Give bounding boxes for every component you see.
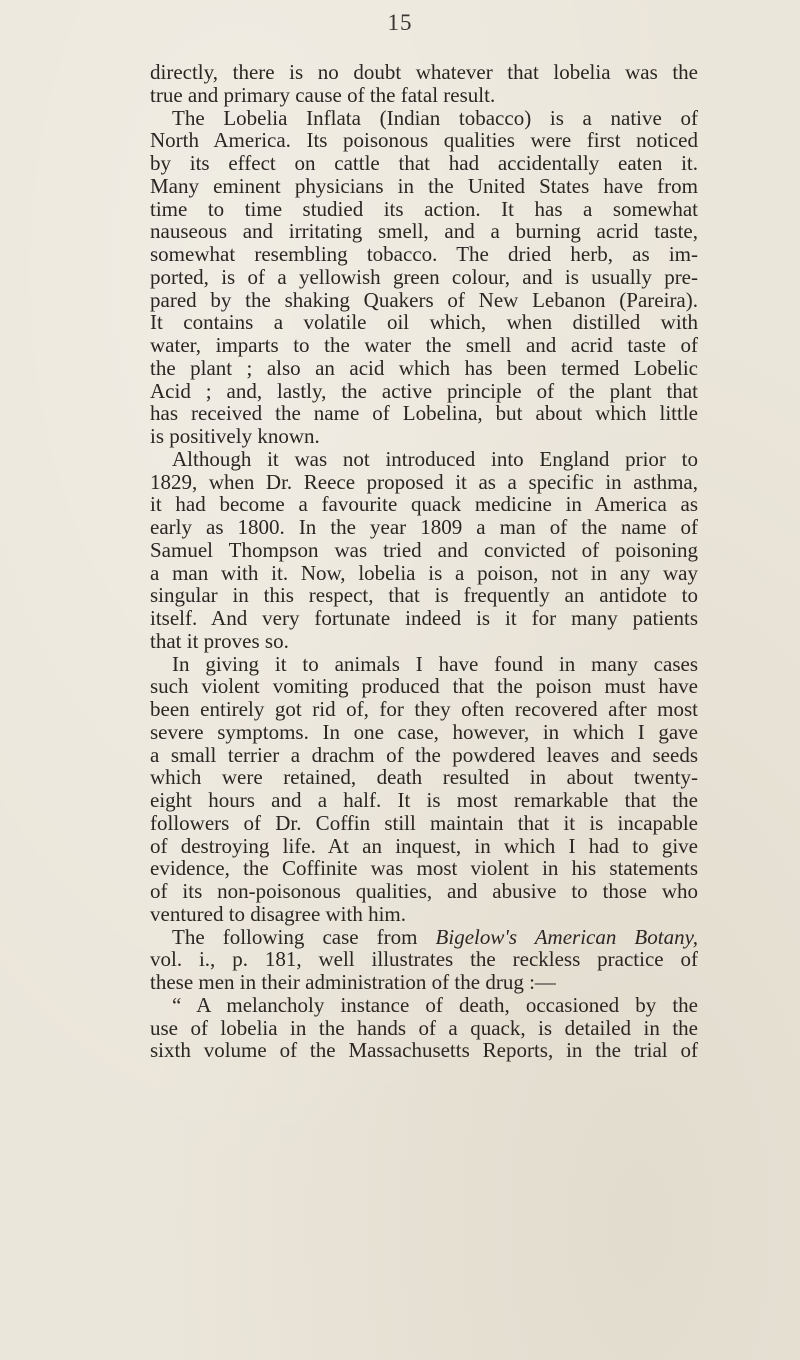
text-line: Acid ; and, lastly, the active principle of the plant that (150, 378, 698, 403)
text-line: true and primary cause of the fatal result. (150, 82, 496, 107)
text-line: early as 1800. In the year 1809 a man of the name of (150, 515, 698, 539)
text-line: which were retained, death resulted in about twenty- (150, 765, 698, 790)
text-line: the plant ; also an acid which has been termed Lobelic (150, 355, 698, 380)
text-line: itself. And very fortunate indeed is it for many patients (150, 606, 698, 630)
text-line: nauseous and irritating smell, and a burning acrid taste, (150, 219, 698, 244)
text-line: use of lobelia in the hands of a quack, is detailed in the (150, 1015, 698, 1040)
text-line: a small terrier a drachm of the powdered leaves and seeds (150, 742, 698, 767)
text-line: sixth volume of the Massachusetts Reports, in the trial of (150, 1038, 698, 1063)
text-line: In giving it to animals I have found in many cases (172, 651, 698, 676)
text-line: of destroying life. At an inquest, in which I had to give (150, 833, 698, 858)
text-line: by its effect on cattle that had accidentally eaten it. (150, 151, 698, 175)
text-line: somewhat resembling tobacco. The dried herb, as im- (150, 242, 698, 266)
text-line: The Lobelia Inflata (Indian tobacco) is a native of (172, 105, 698, 130)
text-line: a man with it. Now, lobelia is a poison, not in any way (150, 560, 698, 585)
text-line: Although it was not introduced into England prior to (172, 446, 698, 471)
page-number: 15 (387, 10, 413, 35)
text-line: Samuel Thompson was tried and convicted of poisoning (150, 537, 698, 562)
text-line: evidence, the Coffinite was most violent in his statements (150, 856, 698, 881)
text-line: of its non-poisonous qualities, and abusive to those who (150, 879, 698, 903)
text-line: The following case from Bigelow's American Botany, (172, 924, 698, 949)
text-line: 1829, when Dr. Reece proposed it as a specific in asthma, (150, 469, 698, 494)
text-line: eight hours and a half. It is most remarkable that the (150, 788, 698, 812)
text-line: vol. i., p. 181, well illustrates the reckless practice of (150, 947, 698, 972)
text-line: ventured to disagree with him. (150, 901, 407, 926)
text-line: singular in this respect, that is frequently an antidote to (150, 583, 698, 608)
text-line: severe symptoms. In one case, however, in which I gave (150, 719, 698, 744)
text-line: been entirely got rid of, for they often recovered after most (150, 697, 698, 721)
text-line: such violent vomiting produced that the poison must have (150, 674, 698, 699)
book-title: Bigelow's American Botany, (435, 924, 698, 949)
text-line: North America. Its poisonous qualities were first noticed (150, 128, 698, 153)
text-line: followers of Dr. Coffin still maintain that it is incapable (150, 810, 698, 835)
text-line: ported, is of a yellowish green colour, and is usually pre- (150, 264, 698, 289)
text-line: that it proves so. (150, 628, 289, 653)
text-line: It contains a volatile oil which, when distilled with (150, 310, 698, 335)
body-text (150, 61, 698, 1062)
text-line: pared by the shaking Quakers of New Lebanon (Pareira). (150, 287, 698, 312)
text-line: time to time studied its action. It has a somewhat (150, 196, 698, 221)
text-line: is positively known. (150, 424, 320, 448)
text-line: water, imparts to the water the smell and acrid taste of (150, 333, 698, 357)
text-line: “ A melancholy instance of death, occasioned by the (172, 992, 698, 1017)
text-line: it had become a favourite quack medicine in America as (150, 492, 698, 517)
text-line: directly, there is no doubt whatever that lobelia was the (150, 60, 698, 84)
text-line: these men in their administration of the drug :— (150, 970, 556, 994)
text-line: Many eminent physicians in the United States have from (150, 173, 698, 198)
text-line: has received the name of Lobelina, but about which little (150, 401, 698, 426)
